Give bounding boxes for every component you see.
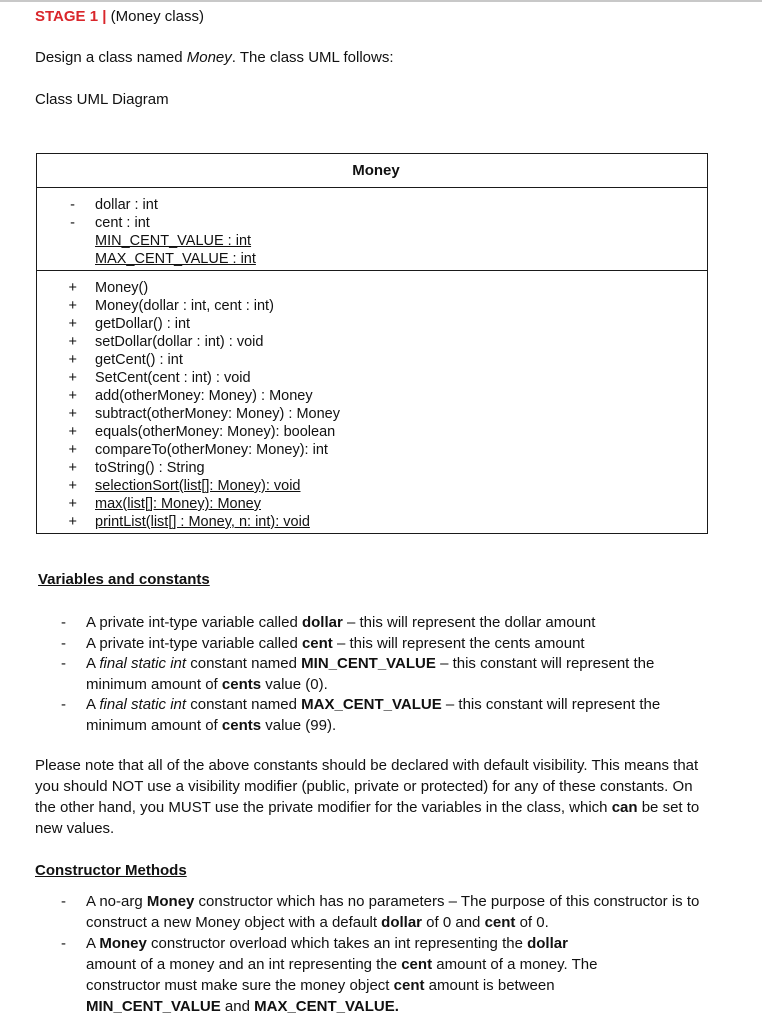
attribute-text: MAX_CENT_VALUE : int — [95, 251, 256, 267]
uml-methods — [37, 271, 707, 533]
method-text: SetCent(cent : int) : void — [95, 370, 251, 386]
attribute-text: cent : int — [95, 215, 150, 231]
uml-method — [37, 297, 707, 315]
list-item: - A private int-type variable called cent – this will represent the cents amount — [61, 634, 681, 655]
stage-heading — [35, 7, 204, 27]
uml-method — [37, 513, 707, 531]
method-text: add(otherMoney: Money) : Money — [95, 388, 313, 404]
page-top-border — [0, 0, 762, 2]
visibility-marker: + — [68, 334, 77, 350]
uml-attribute — [37, 250, 707, 268]
intro-suffix: . The class UML follows: — [231, 49, 394, 66]
constructors-heading: Constructor Methods — [35, 862, 187, 879]
visibility-marker: + — [68, 406, 77, 422]
visibility-marker: - — [70, 215, 75, 231]
visibility-marker: + — [68, 316, 77, 332]
uml-diagram — [36, 153, 708, 534]
visibility-marker: - — [70, 197, 75, 213]
method-text: selectionSort(list[]: Money): void — [95, 478, 301, 494]
uml-attribute — [37, 196, 707, 214]
uml-class-name: Money — [37, 154, 707, 188]
note-text-2: be set to new values. — [35, 799, 700, 837]
note-bold: can — [611, 799, 638, 816]
uml-method — [37, 315, 707, 333]
method-text: setDollar(dollar : int) : void — [95, 334, 264, 350]
uml-method — [37, 351, 707, 369]
method-text: max(list[]: Money): Money — [95, 496, 261, 512]
uml-method — [37, 477, 707, 495]
intro-class-name: Money — [186, 49, 232, 66]
method-text: Money() — [95, 280, 149, 296]
method-text: toString() : String — [95, 460, 205, 476]
visibility-marker: + — [68, 424, 77, 440]
visibility-marker: + — [68, 352, 77, 368]
stage-label: STAGE 1 | — [35, 8, 107, 25]
uml-method — [37, 369, 707, 387]
method-text: getDollar() : int — [95, 316, 191, 332]
method-text: compareTo(otherMoney: Money): int — [95, 442, 328, 458]
list-item: - A Money constructor overload which takes an int representing the dollar amount of a money and an int representing the cent amount of a money. The constructor must make sure the money object cent amount is between MIN_CENT_VALUE and MAX_CENT_VALUE. — [61, 933, 706, 1017]
visibility-marker — [37, 250, 95, 268]
visibility-marker — [37, 232, 95, 250]
visibility-marker: + — [68, 388, 77, 404]
uml-heading: Class UML Diagram — [35, 91, 169, 108]
uml-method — [37, 441, 707, 459]
method-text: subtract(otherMoney: Money) : Money — [95, 406, 340, 422]
attribute-text: dollar : int — [95, 197, 158, 213]
note-text-1: Please note that all of the above constants should be declared with default visibility. This means that you should NOT use a visibility modifier (public, private or protected) for any of these constants. On the other hand, you MUST use the private modifier for the variables in the class, which — [35, 757, 699, 816]
method-text: printList(list[] : Money, n: int): void — [95, 514, 310, 530]
intro-prefix: Design a class named — [35, 49, 187, 66]
list-item: - A private int-type variable called dollar – this will represent the dollar amount — [61, 613, 681, 634]
variables-heading: Variables and constants — [38, 571, 210, 588]
uml-method — [37, 387, 707, 405]
visibility-marker: + — [68, 442, 77, 458]
uml-method — [37, 459, 707, 477]
constructors-list — [61, 891, 706, 1017]
method-text: getCent() : int — [95, 352, 183, 368]
stage-title: (Money class) — [110, 8, 204, 25]
uml-method — [37, 423, 707, 441]
visibility-marker: + — [68, 280, 77, 296]
method-text: Money(dollar : int, cent : int) — [95, 298, 274, 314]
attribute-text: MIN_CENT_VALUE : int — [95, 233, 252, 249]
list-item: - A no-arg Money constructor which has no parameters – The purpose of this constructor is to construct a new Money object with a default dollar of 0 and cent of 0. — [61, 891, 706, 933]
visibility-marker: + — [68, 460, 77, 476]
uml-method — [37, 405, 707, 423]
uml-attributes — [37, 188, 707, 271]
visibility-marker: + — [68, 514, 77, 530]
visibility-marker: + — [68, 298, 77, 314]
visibility-note — [35, 755, 715, 839]
uml-method — [37, 333, 707, 351]
visibility-marker: + — [68, 478, 77, 494]
method-text: equals(otherMoney: Money): boolean — [95, 424, 336, 440]
variables-list — [61, 613, 681, 736]
list-item: - A final static int constant named MAX_CENT_VALUE – this constant will represent the minimum amount of cents value (99). — [61, 695, 681, 736]
visibility-marker: + — [68, 496, 77, 512]
intro-text — [35, 48, 394, 68]
uml-method — [37, 495, 707, 513]
uml-attribute — [37, 214, 707, 232]
uml-method — [37, 279, 707, 297]
uml-attribute — [37, 232, 707, 250]
list-item: - A final static int constant named MIN_CENT_VALUE – this constant will represent the minimum amount of cents value (0). — [61, 654, 681, 695]
visibility-marker: + — [68, 370, 77, 386]
